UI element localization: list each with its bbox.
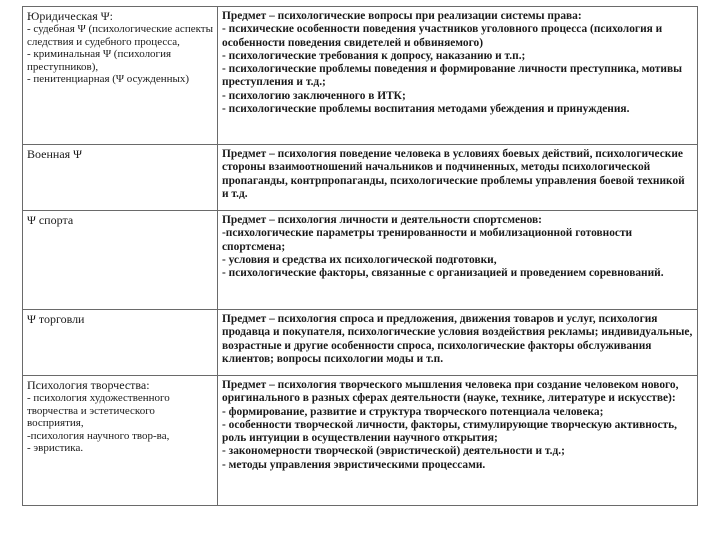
subject-heading: Предмет – психология поведение человека в условиях боевых действий, психологические стороны взаимоотношений начальников и подчиненных, методы психологической пропаганды, контрпропаганды, психологические проблемы управления боевой техникой и т.д. xyxy=(222,148,685,200)
subject-item: - психологию заключенного в ИТК; xyxy=(222,89,406,102)
branch-cell xyxy=(23,310,218,376)
subject-item: - особенности творческой личности, факторы, стимулирующие творческую активность, роль интуиции в осуществлении научного открытия; xyxy=(222,418,678,445)
subject-item: -психологические параметры тренированности и мобилизационной готовности спортсмена; xyxy=(222,227,633,253)
subject-item: - психологические требования к допросу, наказанию и т.п.; xyxy=(222,49,526,62)
branch-cell xyxy=(23,211,218,310)
table-row xyxy=(23,211,698,310)
subject-cell xyxy=(218,145,698,211)
subject-item: - условия и средства их психологической подготовки, xyxy=(222,253,497,266)
branch-subitem: - пенитенциарная (Ψ осужденных) xyxy=(27,72,190,85)
subject-heading: Предмет – психологические вопросы при реализации системы права: xyxy=(222,10,582,22)
branch-subitem: - криминальная Ψ (психология преступников), xyxy=(27,48,172,73)
subject-heading: Предмет – психология творческого мышления человека при создание человеком нового, оригинального в разных сферах деятельности (науке, технике, литературе и искусстве): xyxy=(222,379,679,405)
subject-cell xyxy=(218,310,698,376)
subject-cell xyxy=(218,376,698,506)
table-row xyxy=(23,7,698,145)
subject-item: - закономерности творческой (эвристической) деятельности и т.д.; xyxy=(222,445,565,458)
subject-item: - психологические проблемы поведения и формирование личности преступника, мотивы преступления и т.д.; xyxy=(222,63,682,89)
table-row xyxy=(23,376,698,506)
branch-cell xyxy=(23,376,218,506)
subject-item: - психологические проблемы воспитания методами убеждения и принуждения. xyxy=(222,103,630,116)
branch-subitem: - судебная Ψ (психологические аспекты следствия и судебного процесса, xyxy=(27,23,213,48)
branch-title: Ψ спорта xyxy=(27,213,74,227)
subject-item: - психологические факторы, связанные с организацией и проведением соревнований. xyxy=(222,267,664,280)
subject-cell xyxy=(218,7,698,145)
branch-subitem: - эвристика. xyxy=(27,441,84,454)
subject-item: - методы управления эвристическими процессами. xyxy=(222,458,486,471)
table-row xyxy=(23,145,698,211)
subject-item: - формирование, развитие и структура творческого потенциала человека; xyxy=(222,405,604,418)
branch-subitem: - психология художественного творчества и эстетического восприятия, xyxy=(27,392,170,430)
subject-item: - психические особенности поведения участников уголовного процесса (психология и особенности поведения свидетелей и обвиняемого) xyxy=(222,23,663,49)
branch-title: Ψ торговли xyxy=(27,312,85,326)
psychology-branches-table xyxy=(22,6,698,506)
branch-title: Юридическая Ψ: xyxy=(27,9,113,23)
subject-heading: Предмет – психология спроса и предложения, движения товаров и услуг, психология продавца и покупателя, психологические условия воздействия рекламы; индивидуальные, возрастные и другие особенности спроса, психологические факторы обслуживания клиентов; вопросы психологии моды и т.п. xyxy=(222,313,693,365)
branch-cell xyxy=(23,7,218,145)
table-row xyxy=(23,310,698,376)
branch-cell xyxy=(23,145,218,211)
branch-title: Военная Ψ xyxy=(27,147,83,161)
branch-subitem: -психология научного твор-ва, xyxy=(27,429,170,442)
subject-cell xyxy=(218,211,698,310)
branch-title: Психология творчества: xyxy=(27,378,150,392)
subject-heading: Предмет – психология личности и деятельности спортсменов: xyxy=(222,214,542,226)
